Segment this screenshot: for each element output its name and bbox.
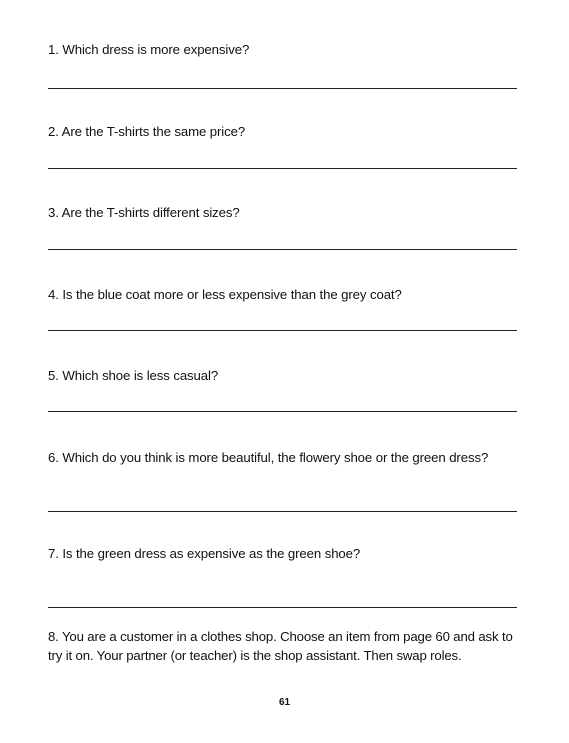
answer-line-6[interactable] [48, 511, 517, 512]
question-3: 3. Are the T-shirts different sizes? [48, 205, 240, 220]
answer-line-4[interactable] [48, 330, 517, 331]
question-4: 4. Is the blue coat more or less expensive than the grey coat? [48, 287, 402, 302]
question-8-task: 8. You are a customer in a clothes shop. Choose an item from page 60 and ask to try it on. Your partner (or teacher) is the shop assistant. Then swap roles. [48, 629, 513, 663]
page-number: 61 [278, 697, 291, 708]
answer-line-1[interactable] [48, 88, 517, 89]
question-1: 1. Which dress is more expensive? [48, 42, 250, 57]
question-7: 7. Is the green dress as expensive as the green shoe? [48, 546, 361, 561]
question-2: 2. Are the T-shirts the same price? [48, 124, 246, 139]
question-6: 6. Which do you think is more beautiful, the flowery shoe or the green dress? [48, 450, 489, 465]
answer-line-2[interactable] [48, 168, 517, 169]
answer-line-7[interactable] [48, 607, 517, 608]
answer-line-3[interactable] [48, 249, 517, 250]
answer-line-5[interactable] [48, 411, 517, 412]
question-5: 5. Which shoe is less casual? [48, 368, 219, 383]
